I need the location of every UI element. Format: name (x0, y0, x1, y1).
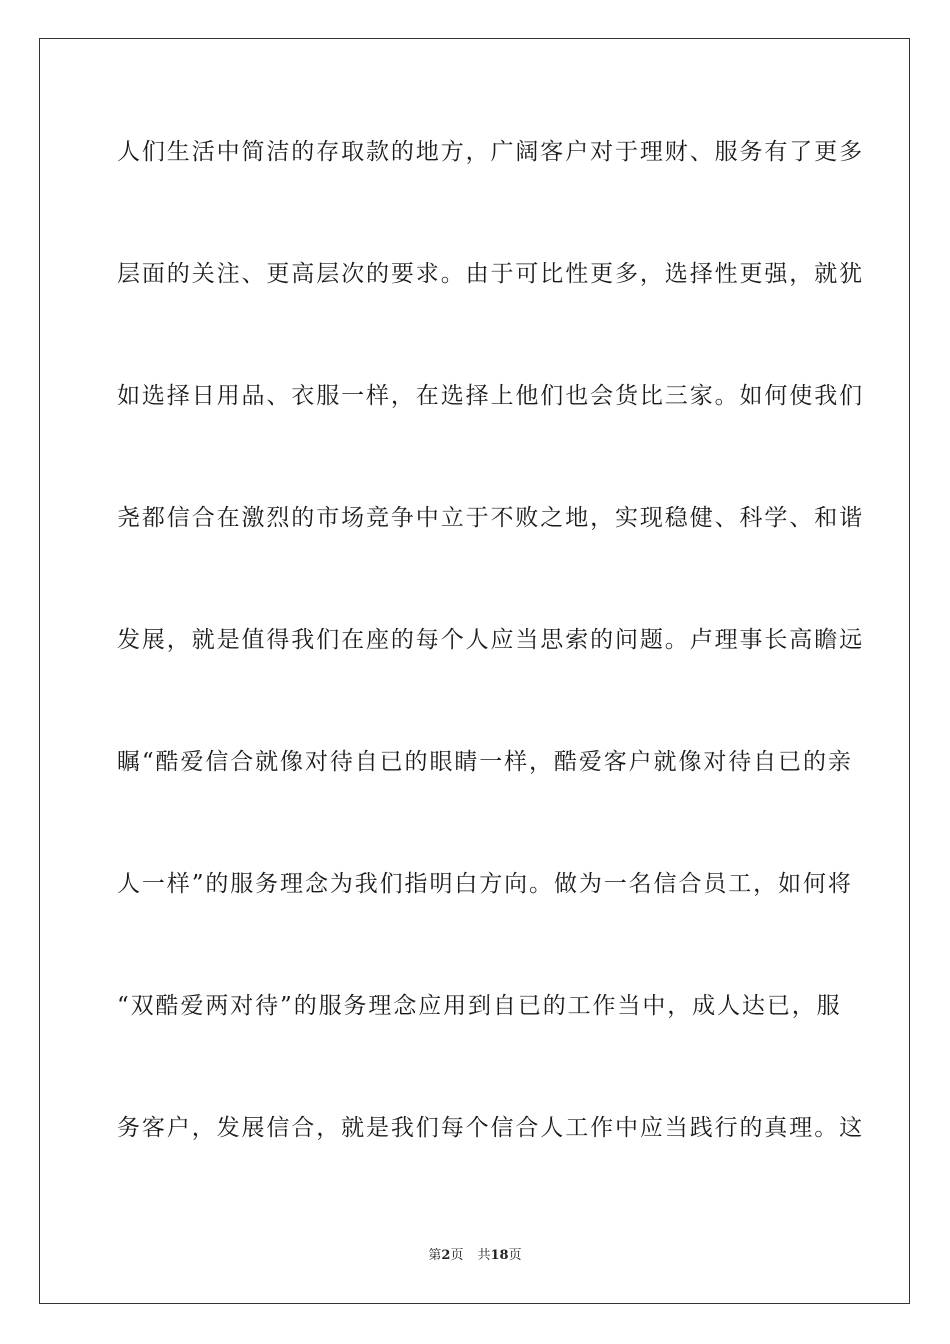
text-line-2: 层面的关注、更高层次的要求。由于可比性更多，选择性更强，就犹 (117, 261, 864, 287)
text-line-5: 发展，就是值得我们在座的每个人应当思索的问题。卢理事长高瞻远 (117, 627, 864, 653)
text-line-1: 人们生活中简洁的存取款的地方，广阔客户对于理财、服务有了更多 (117, 139, 864, 165)
text-line-6: 瞩“酷爱信合就像对待自已的眼睛一样，酷爱客户就像对待自已的亲 (117, 749, 853, 775)
total-pages: 18 (490, 1248, 509, 1263)
total-prefix: 共 (477, 1248, 491, 1263)
text-line-3: 如选择日用品、衣服一样，在选择上他们也会货比三家。如何使我们 (117, 383, 864, 409)
page-prefix: 第 (428, 1248, 442, 1263)
text-line-8: “双酷爱两对待”的服务理念应用到自已的工作当中，成人达已，服 (117, 993, 842, 1019)
total-suffix: 页 (508, 1248, 522, 1263)
text-line-7: 人一样”的服务理念为我们指明白方向。做为一名信合员工，如何将 (117, 871, 853, 897)
text-line-4: 尧都信合在激烈的市场竞争中立于不败之地，实现稳健、科学、和谐 (117, 505, 864, 531)
page-number: 2 (441, 1248, 451, 1263)
page-suffix: 页 (450, 1248, 464, 1263)
text-line-9: 务客户，发展信合，就是我们每个信合人工作中应当践行的真理。这 (117, 1115, 864, 1141)
page-footer (0, 1247, 950, 1265)
